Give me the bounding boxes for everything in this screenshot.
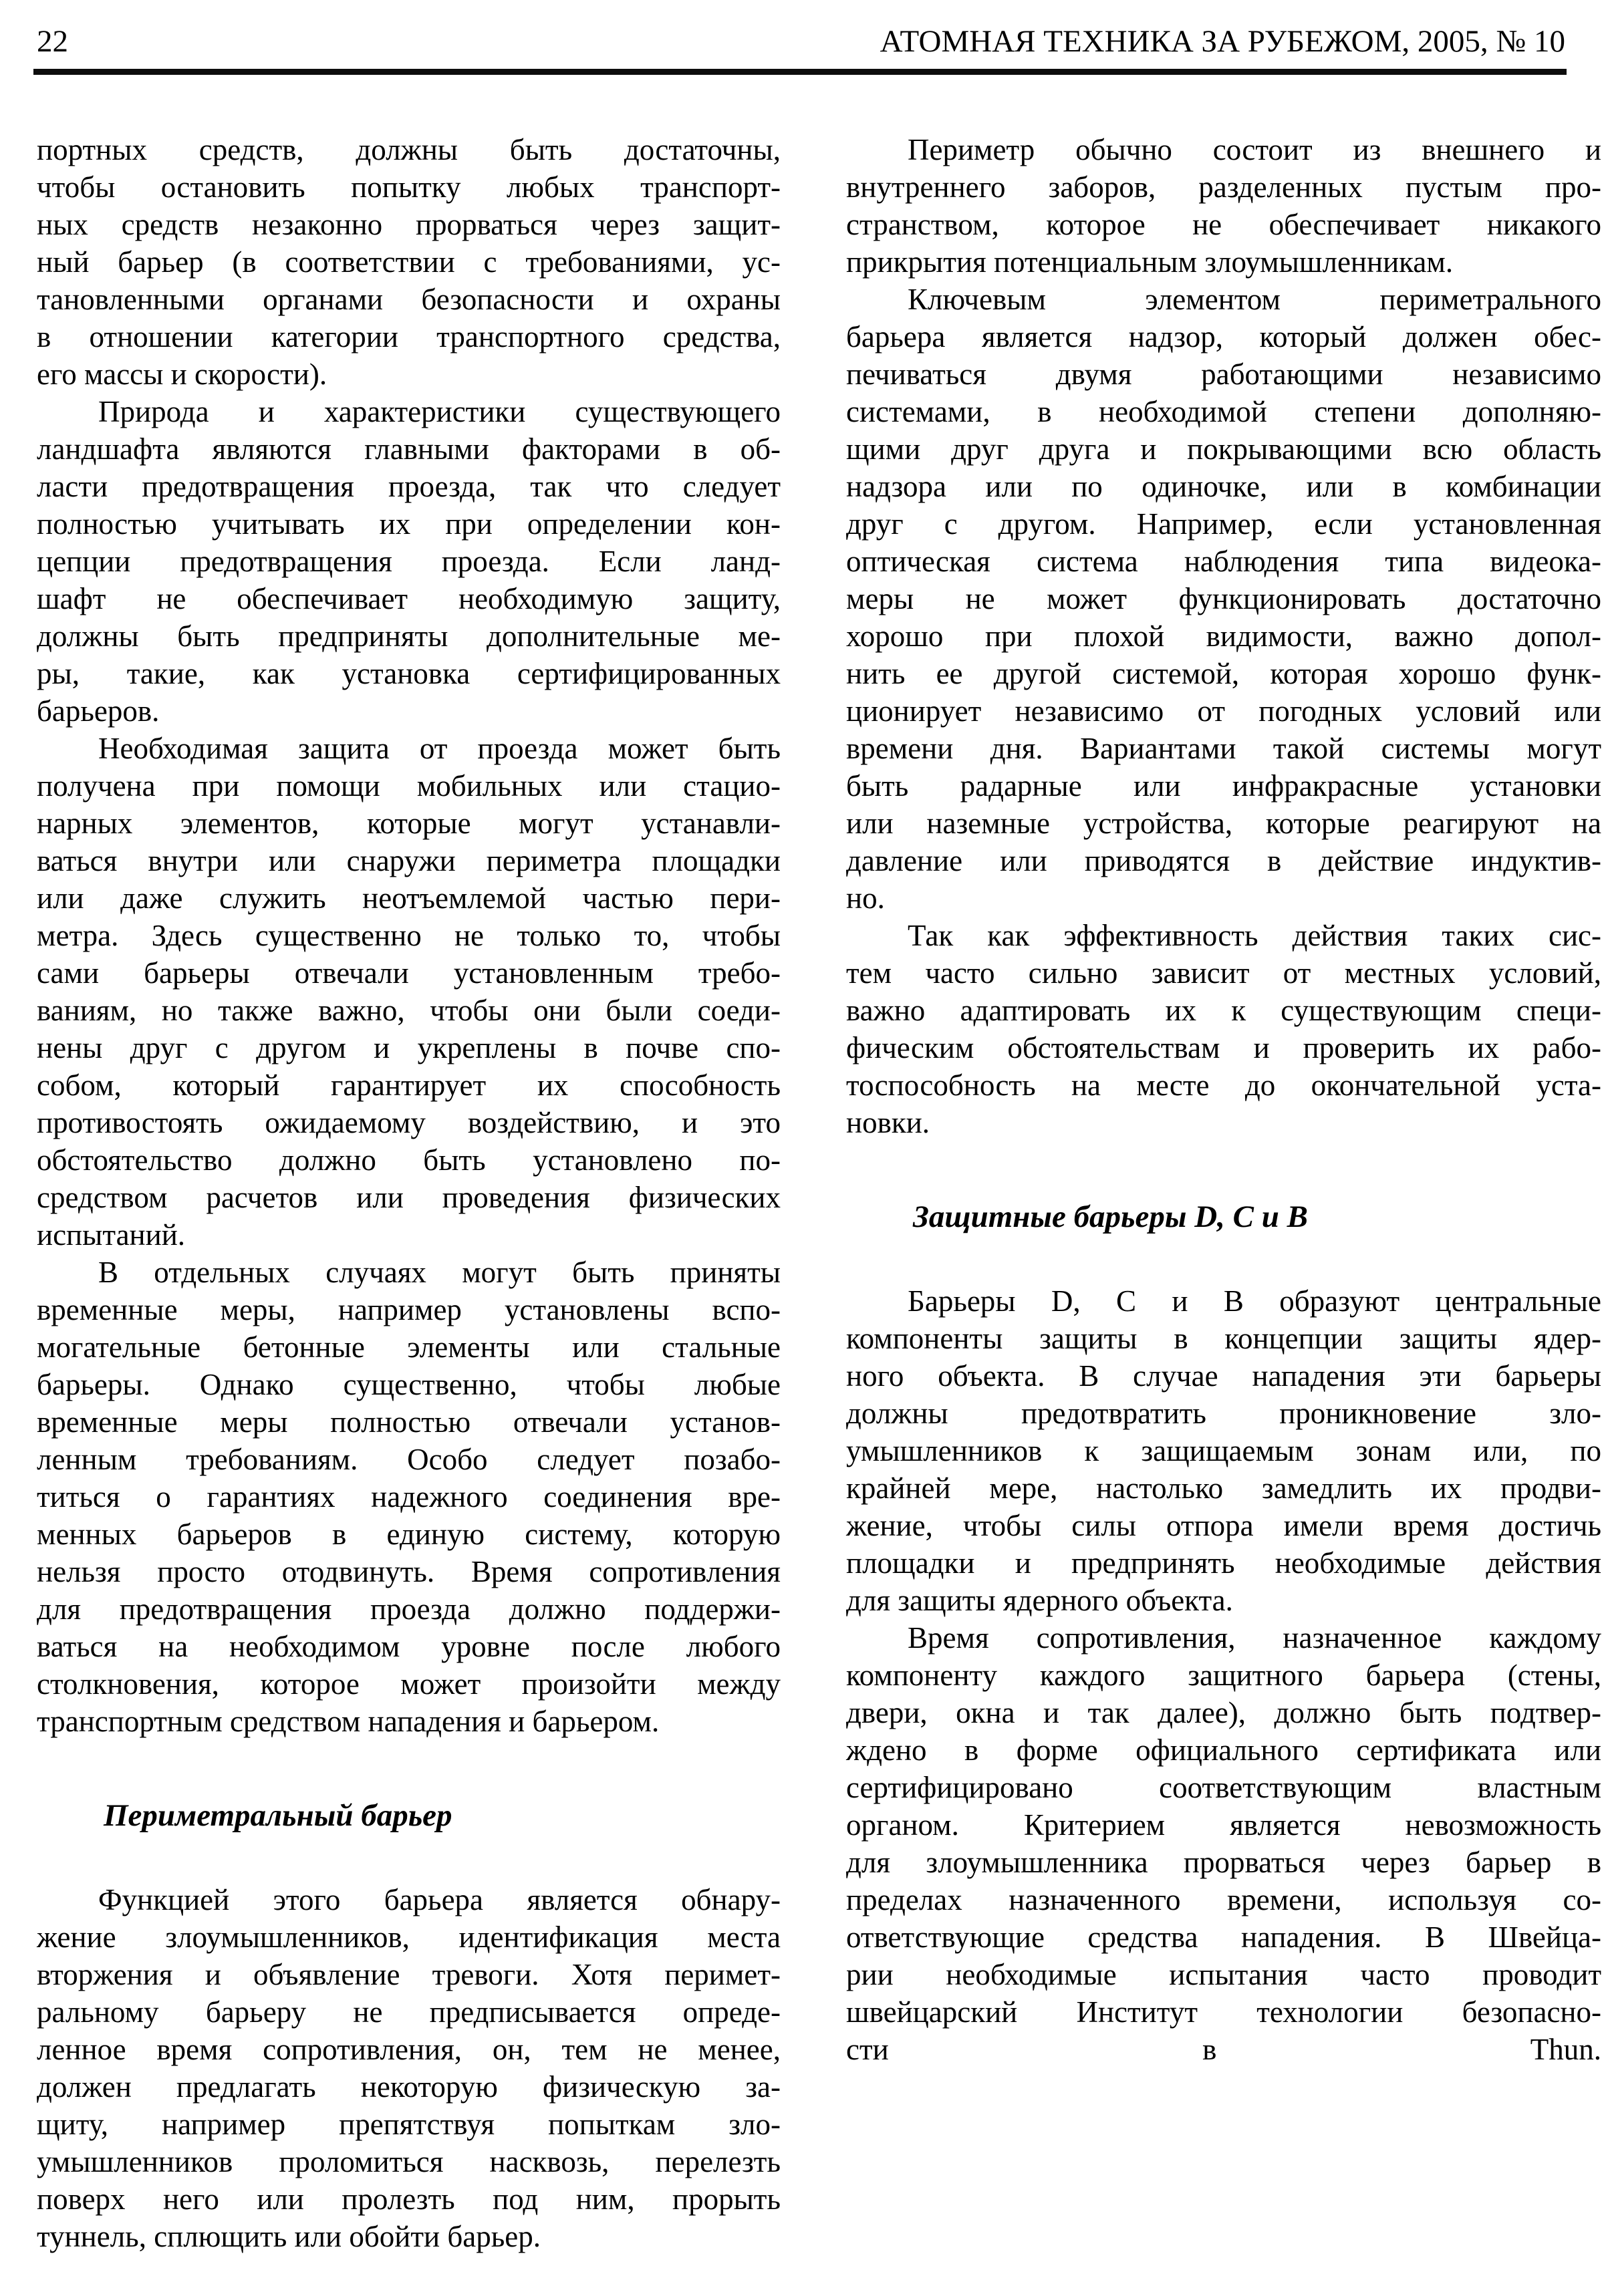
text-line: тем часто сильно зависит от местных условий, <box>846 956 1601 990</box>
page-number: 22 <box>37 24 68 59</box>
text-line: компоненты защиты в концепции защиты ядер- <box>846 1322 1601 1355</box>
text-line: полностью учитывать их при определении кон- <box>37 507 781 541</box>
text-line: могательные бетонные элементы или стальные <box>37 1330 781 1364</box>
text-line: ленным требованиям. Особо следует позабо- <box>37 1443 781 1476</box>
text-line: органом. Критерием является невозможность <box>846 1808 1601 1842</box>
text-line: времени дня. Вариантами такой системы могут <box>846 732 1601 765</box>
text-line: ждено в форме официального сертификата или <box>846 1733 1601 1767</box>
text-line: пределах назначенного времени, используя со- <box>846 1883 1601 1916</box>
text-line: или даже служить неотъемлемой частью пери- <box>37 881 781 915</box>
text-line: средством расчетов или проведения физических <box>37 1181 781 1214</box>
text-line: сами барьеры отвечали установленным требо- <box>37 956 781 990</box>
text-line: умышленников проломиться насквозь, перелезть <box>37 2145 781 2178</box>
text-line: щиту, например препятствуя попыткам зло- <box>37 2108 781 2141</box>
text-line: поверх него или пролезть под ним, прорыть <box>37 2182 781 2216</box>
text-line: ваться на необходимом уровне после любого <box>37 1630 781 1663</box>
text-line: ответствующие средства нападения. В Швейца- <box>846 1920 1601 1954</box>
text-line: для предотвращения проезда должно поддержи- <box>37 1592 781 1626</box>
text-line: для злоумышленника прорваться через барьер в <box>846 1846 1601 1879</box>
text-line: внутреннего заборов, разделенных пустым про- <box>846 170 1601 204</box>
paragraph <box>37 1881 781 2255</box>
text-line: метра. Здесь существенно не только то, чтобы <box>37 919 781 952</box>
text-line: важно адаптировать их к существующим специ- <box>846 994 1601 1027</box>
text-line: В отдельных случаях могут быть приняты <box>98 1256 781 1289</box>
text-line: ный барьер (в соответствии с требованиями, ус- <box>37 245 781 279</box>
paragraph <box>846 131 1601 281</box>
text-line: хорошо при плохой видимости, важно допол- <box>846 619 1601 653</box>
text-line: менных барьеров в единую систему, которую <box>37 1518 781 1551</box>
text-line: друг с другом. Например, если установленная <box>846 507 1601 541</box>
text-line: титься о гарантиях надежного соединения вре- <box>37 1480 781 1514</box>
text-line: ного объекта. В случае нападения эти барьеры <box>846 1359 1601 1393</box>
text-line: давление или приводятся в действие индуктив- <box>846 844 1601 877</box>
text-line: оптическая система наблюдения типа видеока- <box>846 545 1601 578</box>
text-line: его массы и скорости). <box>37 357 327 391</box>
text-line: столкновения, которое может произойти между <box>37 1667 781 1701</box>
text-line: Так как эффективность действия таких сис- <box>908 919 1601 952</box>
paragraph <box>846 281 1601 917</box>
text-line: нельзя просто отодвинуть. Время сопротивления <box>37 1555 781 1588</box>
paragraph <box>846 1282 1601 1619</box>
paragraph <box>37 1254 781 1740</box>
text-line: площадки и предпринять необходимые действия <box>846 1546 1601 1580</box>
paragraph <box>846 1619 1601 2068</box>
text-line: Ключевым элементом периметрального <box>908 283 1601 316</box>
text-line: ры, такие, как установка сертифицированных <box>37 657 781 690</box>
text-line: странством, которое не обеспечивает никакого <box>846 208 1601 241</box>
journal-title: АТОМНАЯ ТЕХНИКА ЗА РУБЕЖОМ, 2005, № 10 <box>880 24 1565 59</box>
right-column <box>846 131 1601 2068</box>
paragraph <box>37 393 781 730</box>
page-header <box>37 23 1565 60</box>
text-line: умышленников к защищаемым зонам или, по <box>846 1434 1601 1467</box>
text-line: Периметр обычно состоит из внешнего и <box>908 133 1601 166</box>
text-line: Время сопротивления, назначенное каждому <box>908 1621 1601 1655</box>
text-line: швейцарский Институт технологии безопасно- <box>846 1995 1601 2029</box>
text-line: крайней мере, настолько замедлить их продви- <box>846 1471 1601 1505</box>
text-line: ваться внутри или снаружи периметра площадки <box>37 844 781 877</box>
text-line: собом, который гарантирует их способность <box>37 1068 781 1102</box>
text-line: надзора или по одиночке, или в комбинации <box>846 470 1601 503</box>
text-line: вторжения и объявление тревоги. Хотя перимет- <box>37 1958 781 1991</box>
text-line: шафт не обеспечивает необходимую защиту, <box>37 582 781 615</box>
text-line: временные меры полностью отвечали установ- <box>37 1405 781 1439</box>
text-line: двери, окна и так далее), должно быть подтвер- <box>846 1696 1601 1729</box>
text-line: системами, в необходимой степени дополняю- <box>846 395 1601 428</box>
text-line: ландшафта являются главными факторами в об- <box>37 432 781 466</box>
text-line: обстоятельство должно быть установлено по- <box>37 1143 781 1177</box>
text-line: для защиты ядерного объекта. <box>846 1584 1233 1617</box>
text-line: прикрытия потенциальным злоумышленникам. <box>846 245 1454 279</box>
text-line: сти в Thun. <box>846 2033 1601 2066</box>
text-line: испытаний. <box>37 1218 186 1252</box>
section-heading-perimeter-barrier: Периметральный барьер <box>104 1798 452 1833</box>
section-heading-protective-barriers-dcb: Защитные барьеры D, C и B <box>913 1199 1309 1234</box>
text-line: барьера является надзор, который должен обес- <box>846 320 1601 353</box>
text-line: портных средств, должны быть достаточны, <box>37 133 781 166</box>
paragraph <box>37 131 781 393</box>
text-line: фическим обстоятельствам и проверить их рабо- <box>846 1031 1601 1064</box>
left-column <box>37 131 781 2255</box>
text-line: в отношении категории транспортного средства, <box>37 320 781 353</box>
header-rule <box>33 69 1567 75</box>
text-line: жение злоумышленников, идентификация места <box>37 1920 781 1954</box>
text-line: цепции предотвращения проезда. Если ланд- <box>37 545 781 578</box>
text-line: Функцией этого барьера является обнару- <box>98 1883 781 1916</box>
text-line: рии необходимые испытания часто проводит <box>846 1958 1601 1991</box>
text-line: щими друг друга и покрывающими всю область <box>846 432 1601 466</box>
text-line: ционирует независимо от погодных условий или <box>846 694 1601 728</box>
text-line: ральному барьеру не предписывается опреде- <box>37 1995 781 2029</box>
text-line: должен предлагать некоторую физическую за- <box>37 2070 781 2104</box>
text-line: тановленными органами безопасности и охраны <box>37 283 781 316</box>
text-line: барьеры. Однако существенно, чтобы любые <box>37 1368 781 1401</box>
text-line: меры не может функционировать достаточно <box>846 582 1601 615</box>
text-line: ваниям, но также важно, чтобы они были соеди- <box>37 994 781 1027</box>
text-line: новки. <box>846 1106 930 1139</box>
text-line: нены друг с другом и укреплены в почве спо- <box>37 1031 781 1064</box>
text-line: ленное время сопротивления, он, тем не менее, <box>37 2033 781 2066</box>
text-line: Необходимая защита от проезда может быть <box>98 732 781 765</box>
text-line: противостоять ожидаемому воздействию, и это <box>37 1106 781 1139</box>
text-line: Барьеры D, C и B образуют центральные <box>908 1284 1601 1318</box>
text-line: или наземные устройства, которые реагируют на <box>846 807 1601 840</box>
text-line: должны быть предприняты дополнительные ме- <box>37 619 781 653</box>
text-line: чтобы остановить попытку любых транспорт- <box>37 170 781 204</box>
text-line: получена при помощи мобильных или стацио- <box>37 769 781 803</box>
text-line: сертифицировано соответствующим властным <box>846 1771 1601 1804</box>
text-line: но. <box>846 881 885 915</box>
paragraph <box>37 730 781 1254</box>
text-line: жение, чтобы силы отпора имели время достичь <box>846 1509 1601 1542</box>
text-line: барьеров. <box>37 694 160 728</box>
text-line: печиваться двумя работающими независимо <box>846 357 1601 391</box>
text-line: туннель, сплющить или обойти барьер. <box>37 2220 541 2253</box>
paragraph <box>846 917 1601 1141</box>
text-line: нить ее другой системой, которая хорошо функ- <box>846 657 1601 690</box>
text-line: ласти предотвращения проезда, так что следует <box>37 470 781 503</box>
text-line: транспортным средством нападения и барьером. <box>37 1705 660 1738</box>
text-line: быть радарные или инфракрасные установки <box>846 769 1601 803</box>
text-line: Природа и характеристики существующего <box>98 395 781 428</box>
text-line: временные меры, например установлены вспо- <box>37 1293 781 1326</box>
text-line: компоненту каждого защитного барьера (стены, <box>846 1659 1601 1692</box>
text-line: должны предотвратить проникновение зло- <box>846 1397 1601 1430</box>
text-line: тоспособность на месте до окончательной уста- <box>846 1068 1601 1102</box>
text-line: ных средств незаконно прорваться через защит- <box>37 208 781 241</box>
text-line: нарных элементов, которые могут устанавли- <box>37 807 781 840</box>
